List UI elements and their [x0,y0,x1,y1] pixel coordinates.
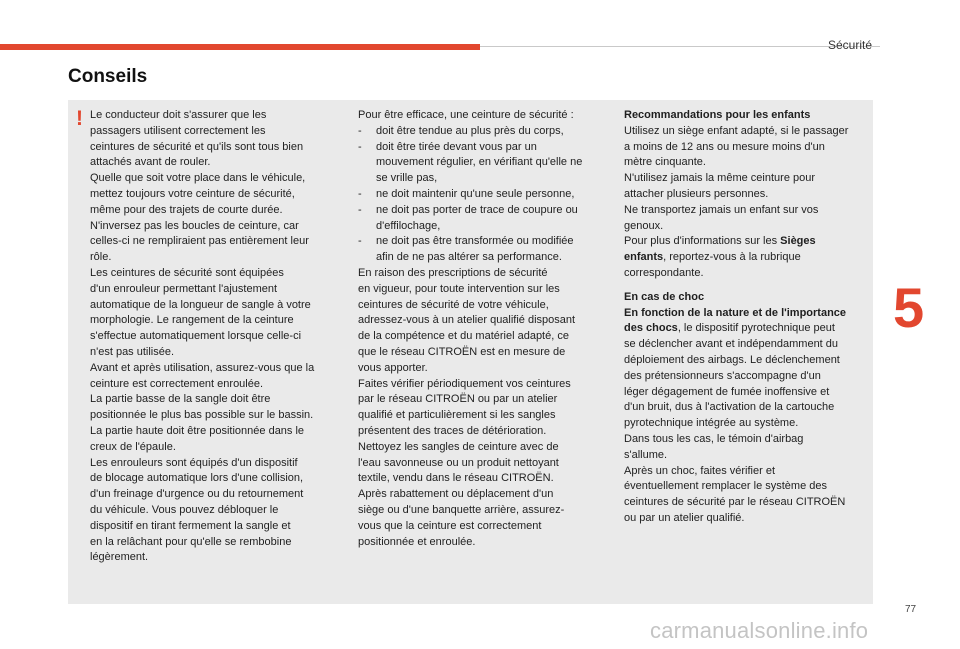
column-belt-requirements [358,108,608,550]
text-line: automatique de la longueur de sangle à votre [90,298,311,311]
text-line: d'un bruit, dus à l'activation de la cartouche [624,401,835,414]
text-line: par le réseau CITROËN ou par un atelier [358,393,558,406]
text-line: attacher plusieurs personnes. [624,187,769,200]
text-line: déploiement des airbags. Le déclenchement [624,353,840,366]
list-item [358,250,608,266]
text-line: ceintures de sécurité et qu'ils sont tous bien [90,140,304,153]
header-divider [480,46,880,47]
text-line: mettez toujours votre ceinture de sécurité, [90,187,295,200]
text-line: vous que la ceinture est correctement [358,519,542,532]
list-item [358,124,608,140]
text-line: Faites vérifier périodiquement vos ceintures [358,377,571,390]
text-line: Avant et après utilisation, assurez-vous que la [90,361,315,374]
crash-subheading: En fonction de la nature et de l'importance [624,306,847,319]
dash-bullet: - [358,124,362,137]
text-line: Dans tous les cas, le témoin d'airbag [624,432,804,445]
dash-bullet: - [358,235,362,248]
text-line: pyrotechnique intégrée au système. [624,417,799,430]
text-line: s'effectue automatiquement lorsque celle-ci [90,330,302,343]
text-line: l'eau savonneuse ou un produit nettoyant [358,456,559,469]
list-item [358,187,608,203]
list-item-text: se vrille pas, [376,172,438,185]
text-line: attachés avant de rouler. [90,156,211,169]
text-line: La partie basse de la sangle doit être [90,393,271,406]
text-line: Nettoyez les sangles de ceinture avec de [358,440,559,453]
text-line: de blocage automatique lors d'une collision, [90,472,304,485]
text-line: qualifié et particulièrement si les sangles [358,409,556,422]
text-line: éventuellement remplacer le système des [624,480,827,493]
crash-subheading-2: des chocs, le dispositif pyrotechnique peut [624,322,835,335]
text-line: Ne transportez jamais un enfant sur vos [624,203,819,216]
list-item-text: d'effilochage, [376,219,441,232]
crash-heading: En cas de choc [624,290,705,303]
text-line: creux de l'épaule. [90,440,176,453]
belt-requirements-intro: Pour être efficace, une ceinture de sécurité : [358,109,574,121]
children-more-info-3: correspondante. [624,266,704,279]
list-item-text: ne doit maintenir qu'une seule personne, [376,187,575,200]
text-line: morphologie. Le rangement de la ceinture [90,314,294,327]
text-line: d'un freinage d'urgence ou du retournement [90,488,304,501]
children-more-info-2: enfants, reportez-vous à la rubrique [624,251,801,264]
text-line: Après un choc, faites vérifier et [624,464,776,477]
page-number: 77 [905,604,917,615]
text-line: Le conducteur doit s'assurer que les [90,109,267,121]
text-line: textile, vendu dans le réseau CITROËN. [358,472,554,485]
link-enfants: enfants [624,251,664,264]
text-line: ceintures de sécurité de votre véhicule, [358,298,549,311]
section-accent-bar [0,44,480,50]
text-line: en la relâchant pour qu'elle se rembobine [90,535,292,548]
list-item [358,203,608,219]
text-line: a moins de 12 ans ou mesure moins d'un [624,140,825,153]
text-line: adressez-vous à un atelier qualifié disposant [358,314,576,327]
text-line: du véhicule. Vous pouvez débloquer le [90,503,279,516]
text-line: se déclencher avant et indépendamment du [624,338,839,351]
text-line: de la compétence et du matériel adapté, ce [358,330,569,343]
dash-bullet: - [358,203,362,216]
text-line: passagers utilisent correctement les [90,124,266,137]
list-item [358,219,608,235]
list-item [358,140,608,156]
text-line: d'un enrouleur permettant l'ajustement [90,282,278,295]
column-driver-advice [90,108,342,566]
list-item [358,171,608,187]
crash-advice-text [624,337,874,527]
text-line: même pour des trajets de courte durée. [90,203,283,216]
text-line: La partie haute doit être positionnée dans le [90,424,305,437]
text-line: mètre cinquante. [624,156,706,169]
list-item [358,155,608,171]
list-item [358,234,608,250]
text-line: n'est pas utilisée. [90,345,175,358]
belt-requirements-list [358,124,608,266]
list-item-text: doit être tirée devant vous par un [376,140,537,153]
chapter-number: 5 [893,276,925,339]
text-line: Après rabattement ou déplacement d'un [358,488,554,501]
text-line: N'inversez pas les boucles de ceinture, car [90,219,299,232]
text-line: Utilisez un siège enfant adapté, si le passager [624,124,849,137]
text-line: Les ceintures de sécurité sont équipées [90,266,284,279]
list-item-text: ne doit pas porter de trace de coupure ou [376,203,578,216]
text-line: léger dégagement de fumée inoffensive et [624,385,830,398]
text-line: Quelle que soit votre place dans le véhicule, [90,172,306,185]
column-children-and-crash [624,108,874,527]
list-item-text: ne doit pas être transformée ou modifiée [376,235,574,248]
text-line: en vigueur, pour toute intervention sur les [358,282,560,295]
text-line: N'utilisez jamais la même ceinture pour [624,172,816,185]
text-line: dispositif en tirant fermement la sangle et [90,519,291,532]
text-line: vous apporter. [358,361,428,374]
list-item-text: doit être tendue au plus près du corps, [376,124,564,137]
dash-bullet: - [358,187,362,200]
belt-maintenance-text [358,266,608,550]
text-line: genoux. [624,219,664,232]
text-line: des prétensionneurs s'accompagne d'un [624,369,821,382]
text-line: ceinture est correctement enroulée. [90,377,264,390]
list-item-text: mouvement régulier, en vérifiant qu'elle ne [376,156,583,169]
list-item-text: afin de ne pas altérer sa performance. [376,251,562,264]
text-line: Les enrouleurs sont équipés d'un dispositif [90,456,298,469]
dash-bullet: - [358,140,362,153]
children-heading: Recommandations pour les enfants [624,109,811,121]
children-more-info: Pour plus d'informations sur les Sièges [624,235,816,248]
text-line: légèrement. [90,551,149,564]
text-line: rôle. [90,251,112,264]
text-line: présentent des traces de détérioration. [358,424,547,437]
text-line: celles-ci ne rempliraient pas entièrement leur [90,235,309,248]
text-line: que le réseau CITROËN est en mesure de [358,345,566,358]
link-sieges: Sièges [780,235,816,248]
text-line: En raison des prescriptions de sécurité [358,266,548,279]
section-label: Sécurité [828,38,873,52]
text-line: ou par un atelier qualifié. [624,511,745,524]
text-line: positionnée le plus bas possible sur le bassin. [90,409,314,422]
text-line: positionnée et enroulée. [358,535,476,548]
page-title: Conseils [68,66,148,87]
text-line: s'allume. [624,448,668,461]
text-line: ceintures de sécurité par le réseau CITROËN [624,496,846,509]
text-line: siège ou d'une banquette arrière, assurez- [358,503,565,516]
children-advice-text [624,124,874,235]
watermark: carmanualsonline.info [650,618,869,643]
exclamation-icon: ! [76,107,83,130]
